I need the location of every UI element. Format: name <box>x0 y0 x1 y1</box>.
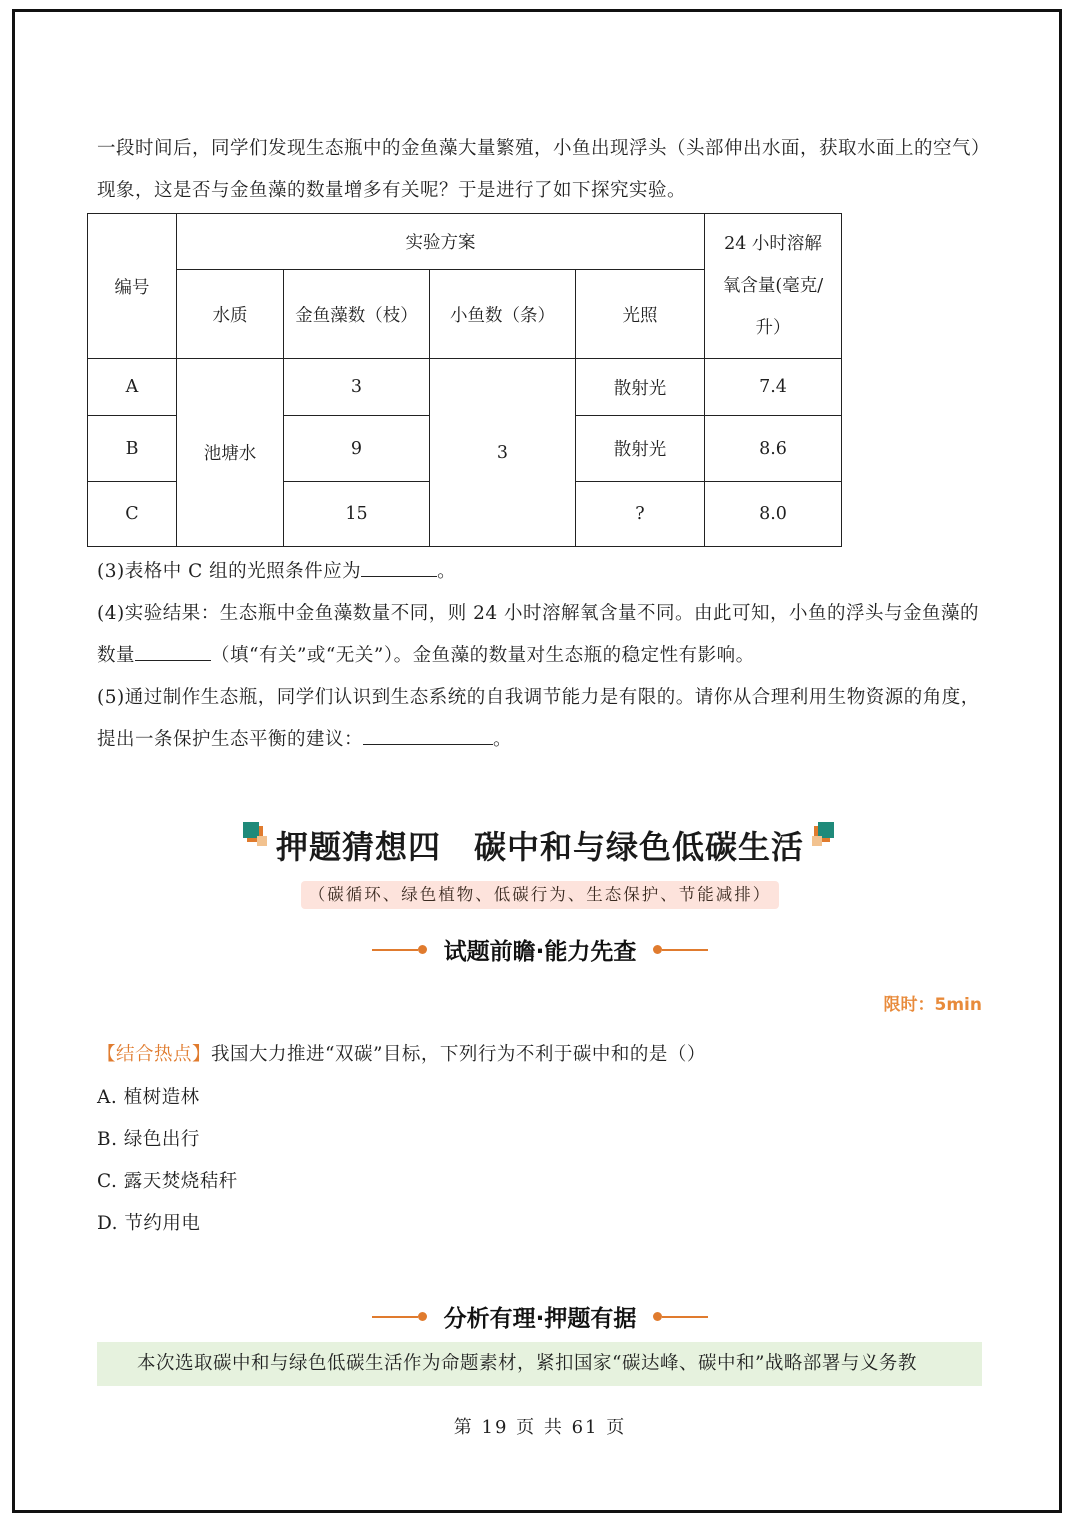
dot-icon <box>653 945 662 954</box>
header-oxygen: 24 小时溶解 氧含量(毫克/ 升） <box>705 214 842 359</box>
table-row: B 9 散射光 8.6 <box>88 416 842 482</box>
header-plan: 实验方案 <box>177 214 705 270</box>
option-d[interactable]: D. 节约用电 <box>97 1213 201 1234</box>
cell-fish: 3 <box>430 359 576 547</box>
cell-water: 池塘水 <box>177 359 284 547</box>
section-title: 押题猜想四 碳中和与绿色低碳生活 <box>275 828 804 866</box>
dot-icon <box>418 1312 427 1321</box>
intro-line-2: 现象，这是否与金鱼藻的数量增多有关呢？于是进行了如下探究实验。 <box>97 180 687 201</box>
option-b[interactable]: B. 绿色出行 <box>97 1129 200 1150</box>
answer-blank-3[interactable] <box>361 558 437 577</box>
header-water: 水质 <box>177 270 284 359</box>
answer-blank-4[interactable] <box>135 642 211 661</box>
question-4-line-1: (4)实验结果：生态瓶中金鱼藻数量不同，则 24 小时溶解氧含量不同。由此可知，小鱼的浮头与金鱼藻的 <box>97 603 980 624</box>
time-limit: 限时：5min <box>883 995 982 1015</box>
mcq-stem: 【结合热点】我国大力推进“双碳”目标，下列行为不利于碳中和的是（） <box>97 1044 706 1065</box>
table-row: C 15 ? 8.0 <box>88 482 842 547</box>
option-c[interactable]: C. 露天焚烧秸秆 <box>97 1171 238 1192</box>
header-id: 编号 <box>88 214 177 359</box>
question-5-line-2: 提出一条保护生态平衡的建议： 。 <box>97 719 987 761</box>
answer-blank-5[interactable] <box>363 726 493 745</box>
dot-icon <box>418 945 427 954</box>
table-row: A 池塘水 3 3 散射光 7.4 <box>88 359 842 416</box>
dot-icon <box>653 1312 662 1321</box>
analysis-box: 本次选取碳中和与绿色低碳生活作为命题素材，紧扣国家“碳达峰、碳中和”战略部署与义务教 <box>97 1342 982 1386</box>
experiment-table <box>87 213 842 547</box>
question-3: (3)表格中 C 组的光照条件应为 。 <box>97 551 987 593</box>
question-5-line-1: (5)通过制作生态瓶，同学们认识到生态系统的自我调节能力是有限的。请你从合理利用生物资源的角度， <box>97 687 980 708</box>
intro-line-1: 一段时间后，同学们发现生态瓶中的金鱼藻大量繁殖，小鱼出现浮头（头部伸出水面，获取水面上的空气） <box>97 138 991 159</box>
header-algae: 金鱼藻数（枝） <box>284 270 430 359</box>
header-fish: 小鱼数（条） <box>430 270 576 359</box>
intro-text <box>97 128 991 212</box>
hot-tag: 【结合热点】 <box>97 1044 212 1065</box>
question-4-line-2: 数量 （填“有关”或“无关”）。金鱼藻的数量对生态瓶的稳定性有影响。 <box>97 635 987 677</box>
questions <box>97 551 987 761</box>
option-a[interactable]: A. 植树造林 <box>97 1087 200 1108</box>
band-preview: 试题前瞻·能力先查 <box>0 933 1080 966</box>
page-number: 第 19 页 共 61 页 <box>453 1417 627 1438</box>
section-subtitle: （碳循环、绿色植物、低碳行为、生态保护、节能减排） <box>301 881 779 909</box>
header-light: 光照 <box>576 270 705 359</box>
band-analysis: 分析有理·押题有据 <box>0 1300 1080 1333</box>
